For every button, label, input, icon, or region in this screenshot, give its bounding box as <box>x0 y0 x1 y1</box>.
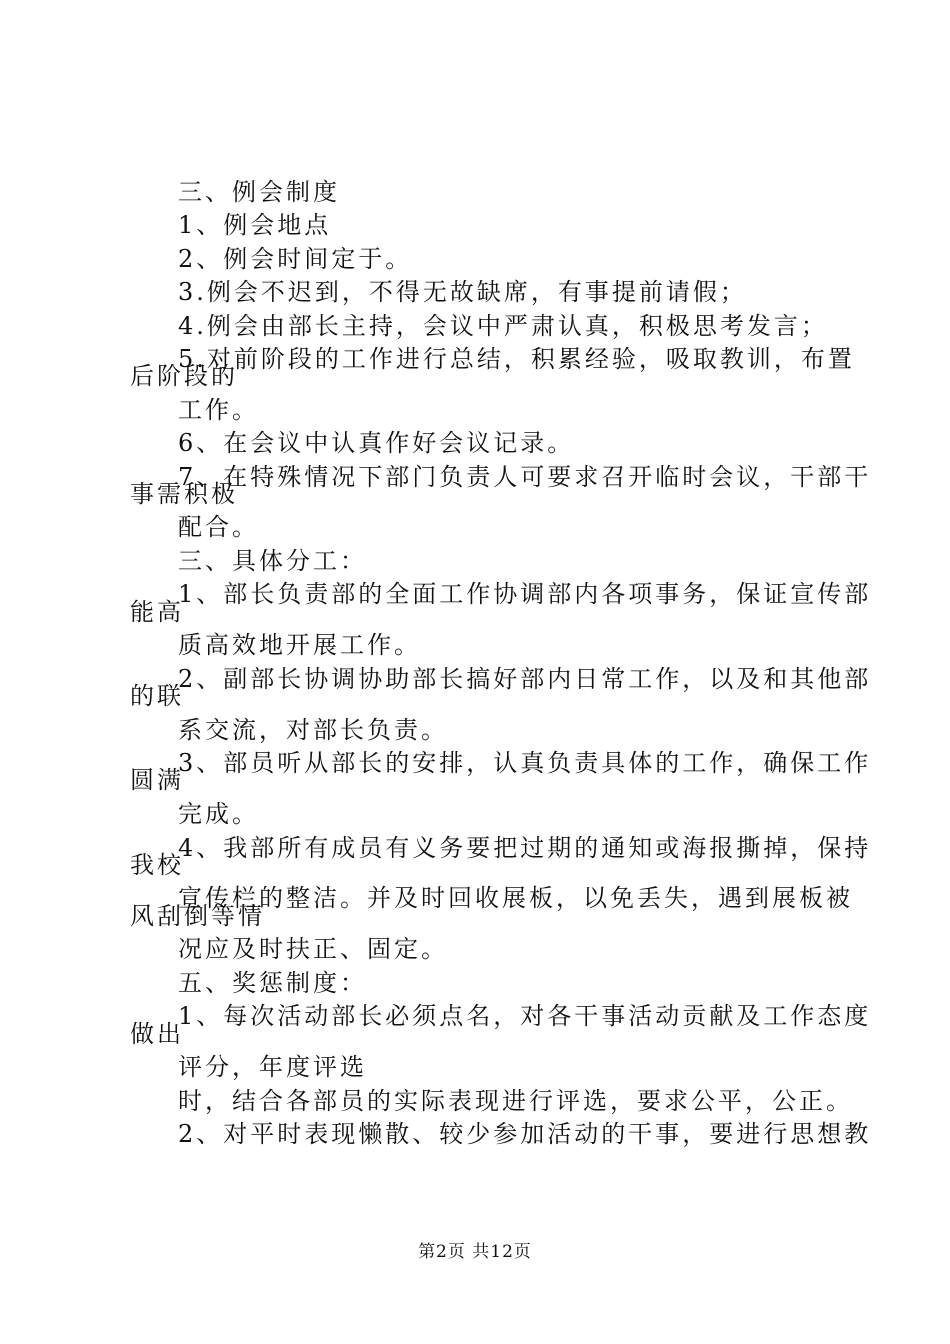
text-line: 配合。 <box>178 513 259 541</box>
text-line: 工作。 <box>178 396 259 424</box>
text-line: 我校 <box>130 851 184 879</box>
text-line: 2、例会时间定于。 <box>178 245 413 273</box>
text-line: 三、例会制度 <box>178 178 340 206</box>
text-line: 况应及时扶正、固定。 <box>178 935 448 963</box>
text-line: 能高 <box>130 598 184 626</box>
text-line: 4.例会由部长主持，会议中严肃认真，积极思考发言； <box>178 312 828 340</box>
text-line: 2、对平时表现懒散、较少参加活动的干事，要进行思想教 <box>178 1120 872 1148</box>
text-line: 6、在会议中认真作好会议记录。 <box>178 429 575 457</box>
text-line: 1、每次活动部长必须点名，对各干事活动贡献及工作态度 <box>178 1002 872 1030</box>
text-line: 1、部长负责部的全面工作协调部内各项事务，保证宣传部 <box>178 580 872 608</box>
text-line: 评分，年度评选 <box>178 1053 367 1081</box>
text-line: 3.例会不迟到，不得无故缺席，有事提前请假； <box>178 278 747 306</box>
text-line: 做出 <box>130 1020 184 1048</box>
text-line: 系交流，对部长负责。 <box>178 716 448 744</box>
text-line: 2、副部长协调协助部长搞好部内日常工作，以及和其他部 <box>178 665 872 693</box>
text-line: 5.对前阶段的工作进行总结，积累经验，吸取教训，布置 <box>178 345 855 373</box>
section-heading: 五、奖惩制度： <box>178 969 367 997</box>
text-line: 时，结合各部员的实际表现进行评选，要求公平，公正。 <box>178 1087 853 1115</box>
text-line: 圆满 <box>130 766 184 794</box>
text-line: 3、部员听从部长的安排，认真负责具体的工作，确保工作 <box>178 749 872 777</box>
text-line: 完成。 <box>178 800 259 828</box>
text-line: 事需积极 <box>130 480 238 508</box>
section-heading: 三、具体分工： <box>178 547 367 575</box>
text-line: 7、在特殊情况下部门负责人可要求召开临时会议，干部干 <box>178 463 872 491</box>
text-line: 4、我部所有成员有义务要把过期的通知或海报撕掉，保持 <box>178 834 872 862</box>
text-line: 后阶段的 <box>130 362 238 390</box>
text-line: 宣传栏的整洁。并及时回收展板，以免丢失，遇到展板被 <box>178 884 853 912</box>
text-line: 1、例会地点 <box>178 211 332 239</box>
text-line: 风刮倒等情 <box>130 902 265 930</box>
text-line: 的联 <box>130 682 184 710</box>
text-line: 质高效地开展工作。 <box>178 631 421 659</box>
page-number-footer: 第2页 共12页 <box>418 1242 532 1262</box>
